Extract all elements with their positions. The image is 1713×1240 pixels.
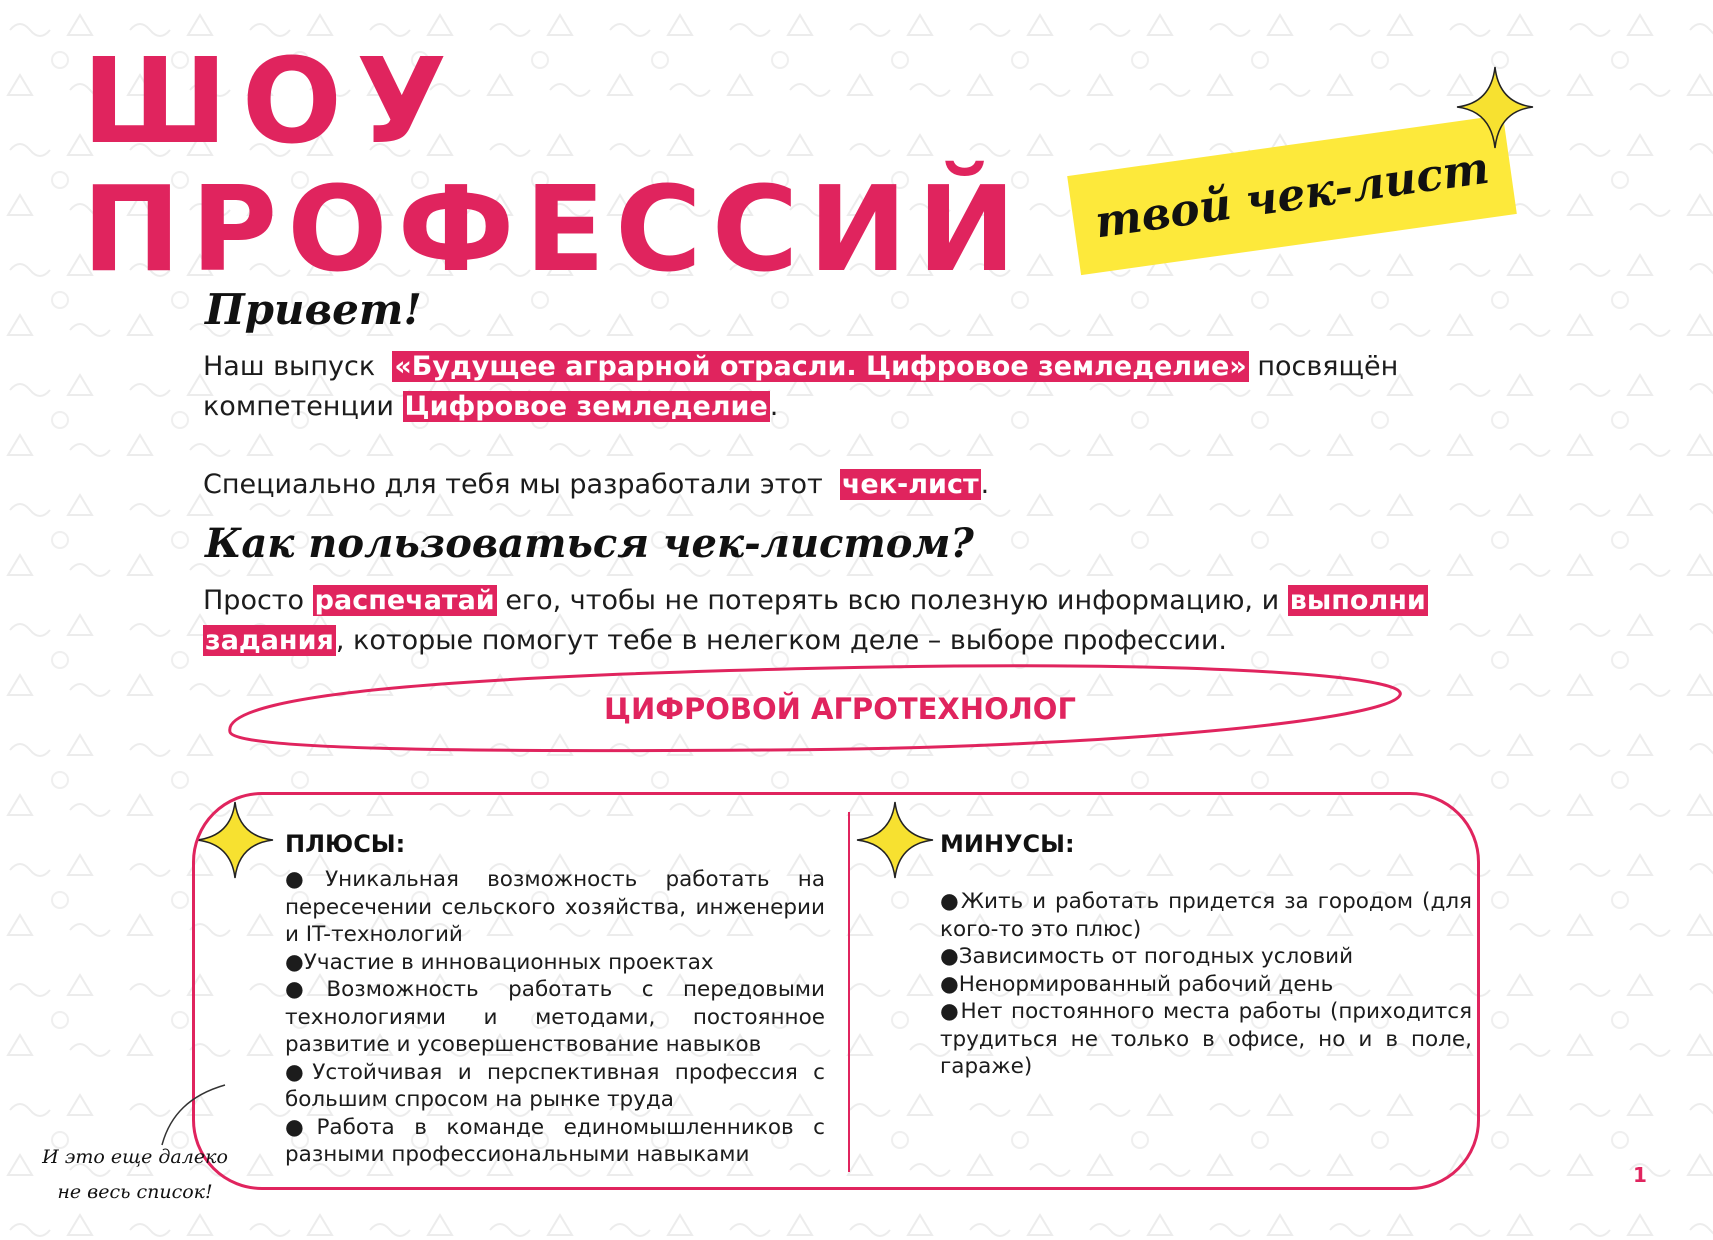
ribbon-text: твой чек-лист [1091, 142, 1493, 248]
checklist-highlight: чек-лист [841, 469, 979, 500]
print-highlight: распечатай [314, 585, 495, 616]
pros-item: ●Устойчивая и перспективная профессия с большим спросом на рынке труда [285, 1059, 825, 1112]
note-line-2: не весь список! [57, 1181, 213, 1203]
page-number: 1 [1633, 1163, 1647, 1187]
howto-text: его, чтобы не потерять всю полезную информацию, и [505, 585, 1280, 616]
cons-item: ●Жить и работать придется за городом (для кого-то это плюс) [940, 889, 1472, 942]
cons-title: МИНУСЫ: [940, 830, 1075, 858]
checklist-paragraph [203, 465, 989, 505]
pros-item: ●Работа в команде единомышленников с разными профессиональными навыками [285, 1114, 825, 1167]
intro-text: . [769, 391, 779, 422]
pros-item: ●Уникальная возможность работать на пересечении сельского хозяйства, инженерии и IT-технологий [285, 867, 825, 947]
intro-text: Специально для тебя мы разработали этот [203, 469, 823, 500]
handwritten-note [30, 1140, 240, 1210]
intro-text: Наш выпуск [203, 351, 376, 382]
howto-text: , которые помогут тебе в нелегком деле – выборе профессии. [335, 625, 1227, 656]
intro-text: посвящён [1257, 351, 1399, 382]
cons-item: ●Зависимость от погодных условий [940, 944, 1354, 969]
title-line-2: ПРОФЕССИЙ [82, 160, 1026, 298]
profession-title: ЦИФРОВОЙ АГРОТЕХНОЛОГ [604, 692, 1076, 726]
intro-paragraph [203, 347, 1398, 427]
cons-list [940, 888, 1472, 1081]
pros-item: ●Участие в инновационных проектах [285, 949, 714, 975]
pros-list [285, 866, 825, 1169]
episode-title-highlight: «Будущее аграрной отрасли. Цифровое земледелие» [394, 351, 1247, 382]
cons-item: ●Ненормированный рабочий день [940, 971, 1334, 997]
howto-heading: Как пользоваться чек-листом? [205, 520, 974, 567]
pros-title: ПЛЮСЫ: [285, 830, 406, 858]
greeting-heading: Привет! [205, 285, 422, 334]
sparkle-star-icon [1455, 65, 1535, 150]
intro-text: компетенции [203, 391, 394, 422]
howto-paragraph [203, 581, 1428, 661]
tasks-highlight: задания [205, 625, 334, 656]
note-line-1: И это еще далеко [42, 1146, 228, 1168]
cons-item: ●Нет постоянного места работы (приходится трудиться не только в офисе, но и в поле, гараже) [940, 999, 1472, 1079]
column-divider [848, 812, 850, 1172]
pros-item: ●Возможность работать с передовыми технологиями и методами, постоянное развитие и усовершенствование навыков [285, 977, 825, 1057]
competence-highlight: Цифровое земледелие [404, 391, 768, 422]
intro-text: . [980, 469, 990, 500]
title-line-1: ШОУ [82, 32, 462, 170]
howto-text: Просто [203, 585, 305, 616]
do-highlight: выполни [1289, 585, 1426, 616]
